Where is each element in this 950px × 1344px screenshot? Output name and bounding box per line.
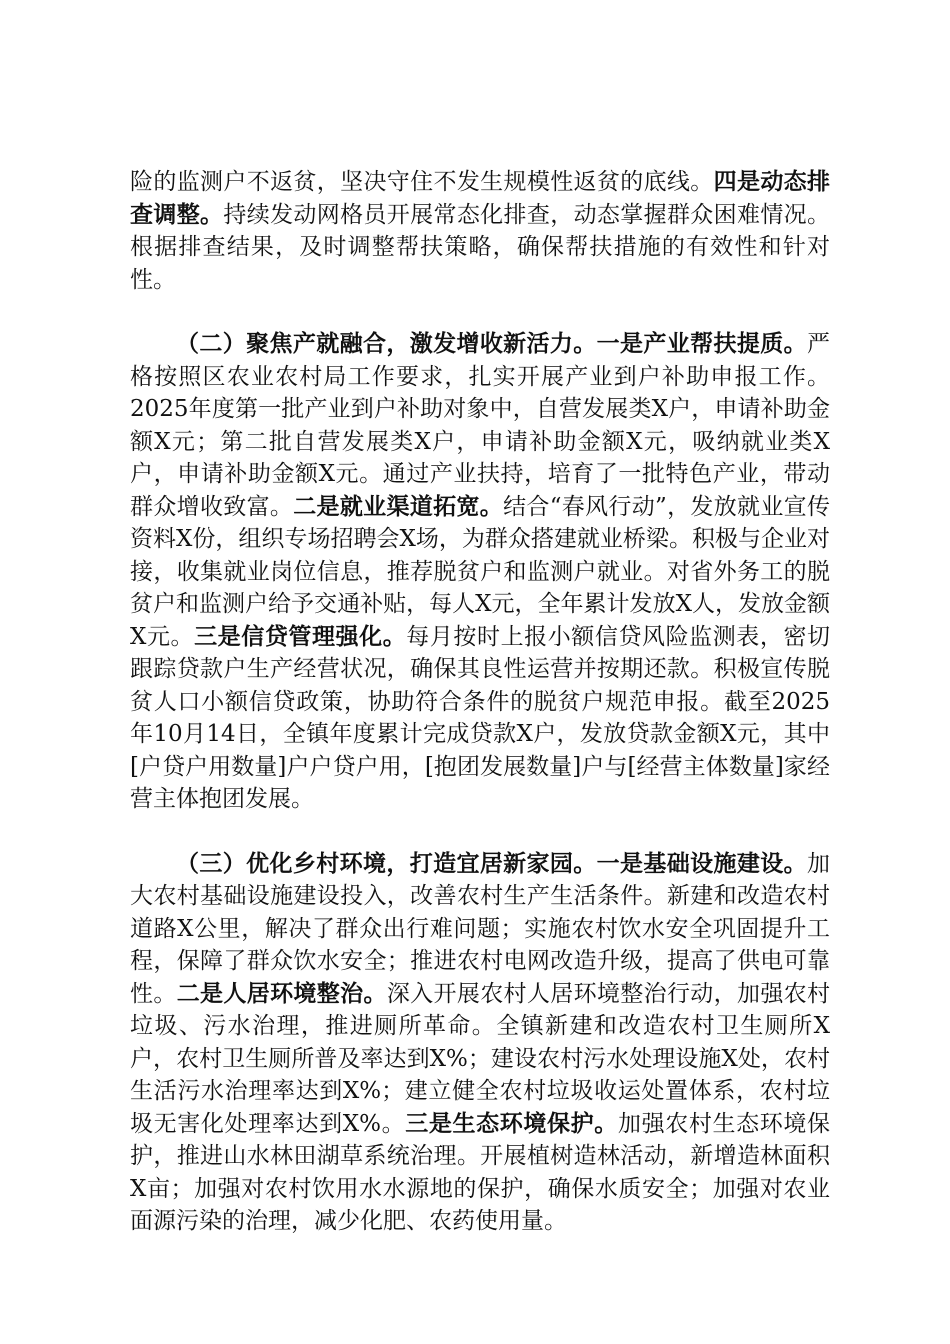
bold-heading-segment: 二是就业渠道拓宽。 xyxy=(293,492,504,520)
text-segment: 持续发动网格员开展常态化排查，动态掌握群众困难情况。根据排查结果，及时调整帮扶策略，确保帮扶措施的有效性和针对性。 xyxy=(130,201,831,293)
text-segment: 险的监测户不返贫，坚决守住不发生规模性返贫的底线。 xyxy=(130,169,714,195)
bold-heading-segment: 四是动态排查调整。 xyxy=(130,168,831,228)
text-segment: 结合“春风行动”，发放就业宣传资料X份，组织专场招聘会X场，为群众搭建就业桥梁。积极与企业对接，收集就业岗位信息，推荐脱贫户和监测户就业。对省外务工的脱贫户和监测户给予交通补贴，每人X元，全年累计发放X人，发放金额X元。 xyxy=(130,493,830,650)
text-segment: 深入开展农村人居环境整治行动，加强农村垃圾、污水治理，推进厕所革命。全镇新建和改造农村卫生厕所X户，农村卫生厕所普及率达到X%；建设农村污水处理设施X处，农村生活污水治理率达到X%；建立健全农村垃圾收运处置体系，农村垃圾无害化处理率达到X%。 xyxy=(130,980,831,1137)
document-body xyxy=(130,166,830,1270)
bold-heading-segment: 二是人居环境整治。 xyxy=(176,979,387,1007)
bold-heading-segment: 三是信贷管理强化。 xyxy=(194,622,407,650)
text-segment: 严格按照区农业农村局工作要求，扎实开展产业到户补助申报工作。2025年度第一批产业到户补助对象中，自营发展类X户，申请补助金额X元；第二批自营发展类X户，申请补助金额X元，吸纳就业类X户，申请补助金额X元。通过产业扶持，培育了一批特色产业，带动群众增收致富。 xyxy=(130,331,830,520)
text-segment: 加强农村生态环境保护，推进山水林田湖草系统治理。开展植树造林活动，新增造林面积X亩；加强对农村饮用水水源地的保护，确保水质安全；加强对农业面源污染的治理，减少化肥、农药使用量。 xyxy=(130,1110,831,1234)
text-segment: 加大农村基础设施建设投入，改善农村生产生活条件。新建和改造农村道路X公里，解决了群众出行难问题；实施农村饮水安全巩固提升工程，保障了群众饮水安全；推进农村电网改造升级，提高了供电可靠性。 xyxy=(130,850,830,1007)
section-heading: （三）优化乡村环境，打造宜居新家园。一是基础设施建设。 xyxy=(176,849,807,877)
paragraph-section-2 xyxy=(130,328,830,816)
paragraph-continuation xyxy=(130,166,830,296)
paragraph-section-3 xyxy=(130,848,830,1238)
bold-heading-segment: 三是生态环境保护。 xyxy=(405,1109,618,1137)
section-heading: （二）聚焦产就融合，激发增收新活力。一是产业帮扶提质。 xyxy=(176,330,807,357)
text-segment: 每月按时上报小额信贷风险监测表，密切跟踪贷款户生产经营状况，确保其良性运营并按期还款。积极宣传脱贫人口小额信贷政策，协助符合条件的脱贫户规范申报。截至2025年10月14日，全镇年度累计完成贷款X户，发放贷款金额X元，其中[户贷户用数量]户户贷户用，[抱团发展数量]户与[经营主体数量]家经营主体抱团发展。 xyxy=(130,623,831,812)
